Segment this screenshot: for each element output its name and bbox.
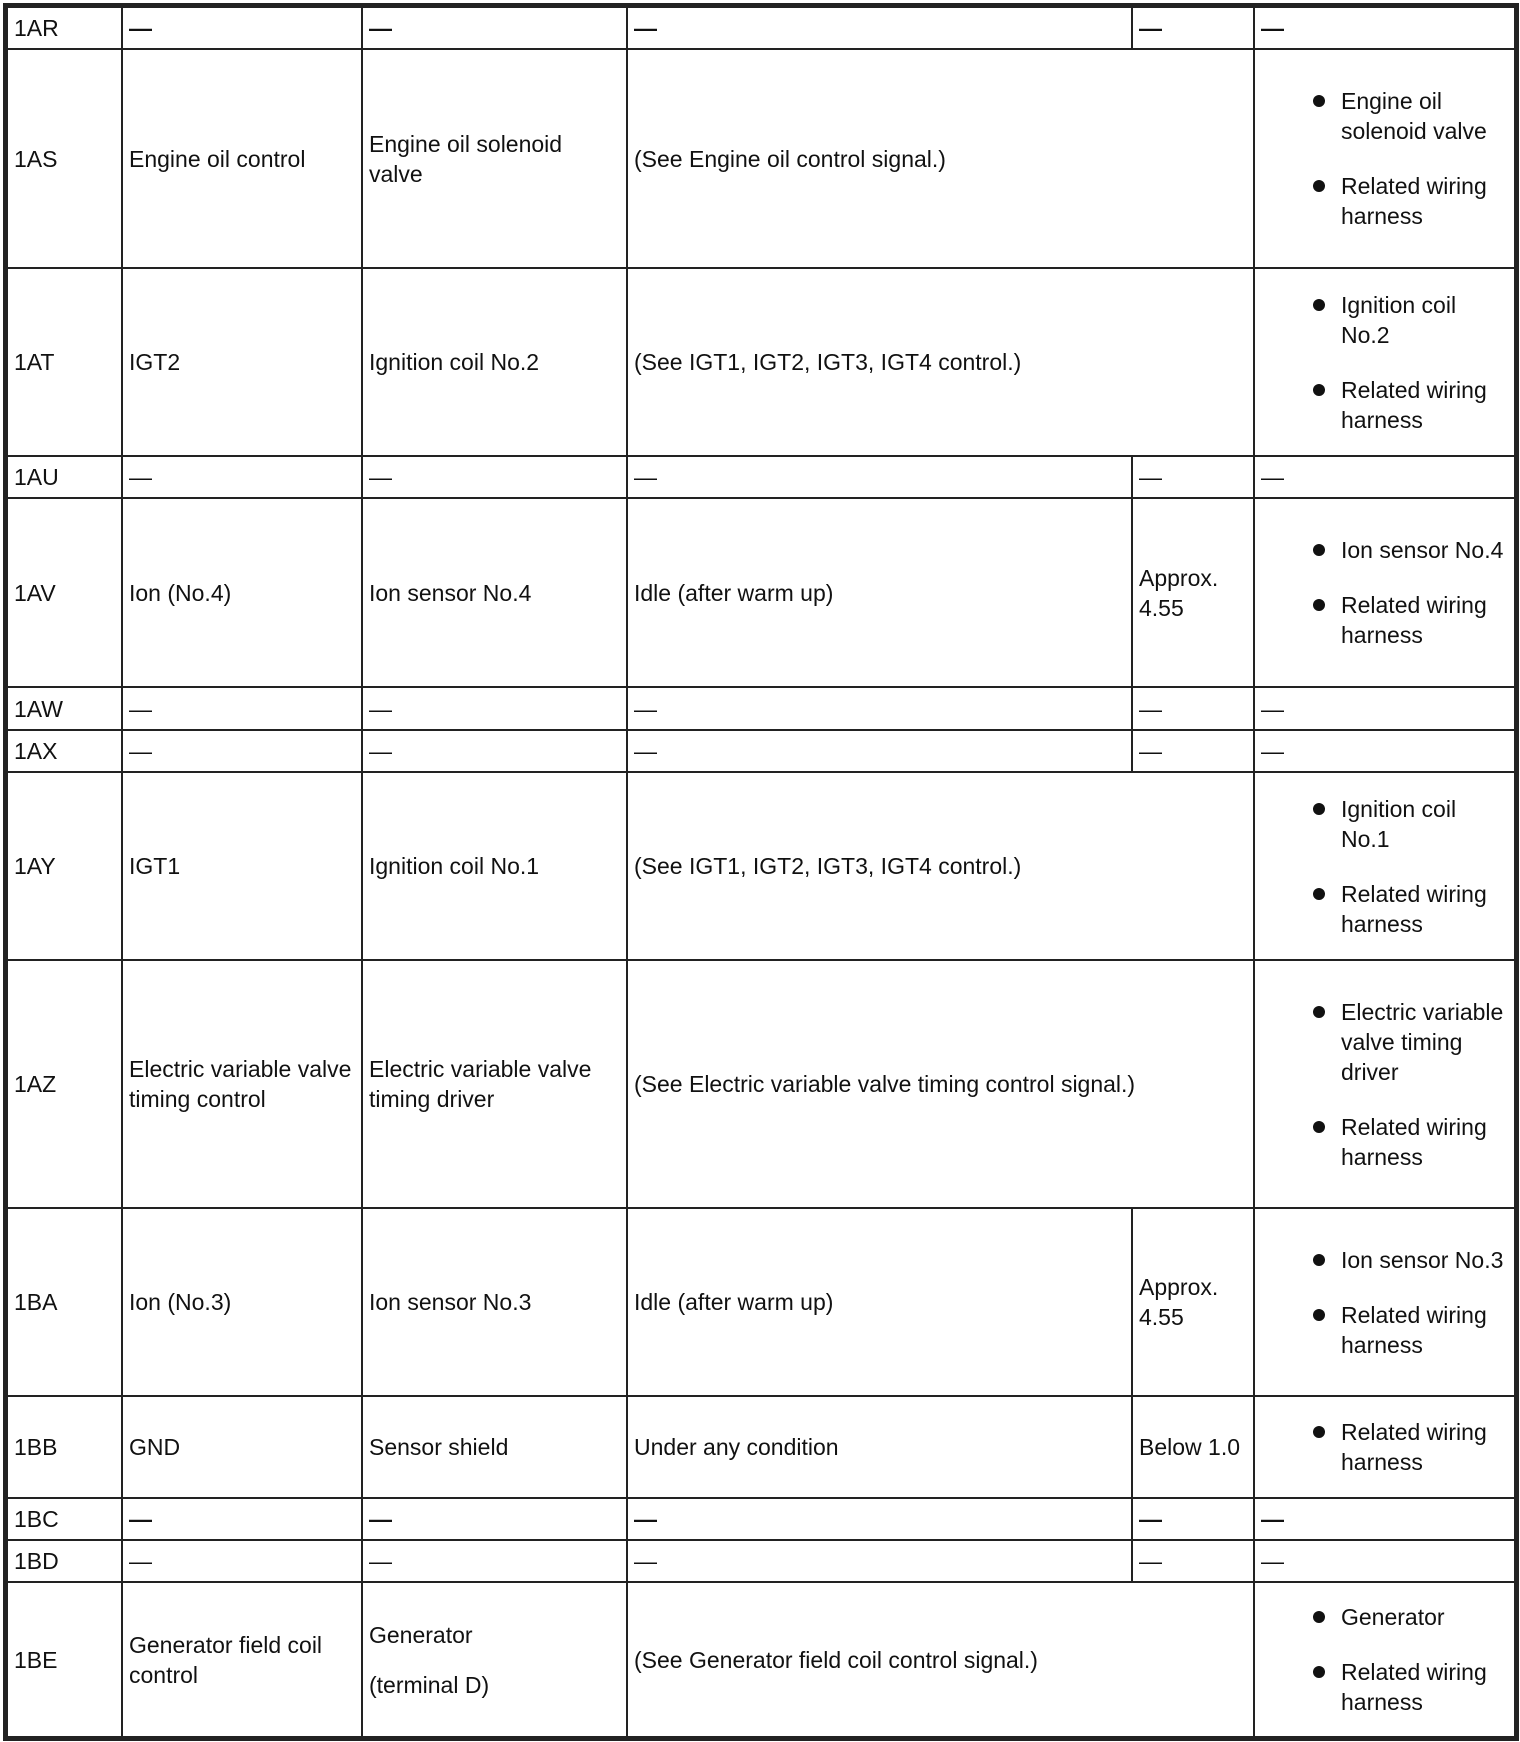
check-item: Related wiring harness: [1261, 590, 1508, 650]
spec-cell: —: [1132, 730, 1254, 772]
signal-cell: Ion (No.4): [122, 498, 362, 687]
terminal-cell: 1BA: [7, 1208, 122, 1396]
condition-cell: (See IGT1, IGT2, IGT3, IGT4 control.): [627, 268, 1254, 456]
spec-cell: Approx. 4.55: [1132, 1208, 1254, 1396]
signal-cell: —: [122, 730, 362, 772]
check-cell: [1254, 1396, 1515, 1498]
table-row: [7, 7, 1515, 49]
terminal-table: [6, 6, 1516, 1738]
check-item: Ion sensor No.4: [1261, 535, 1508, 565]
condition-cell: Under any condition: [627, 1396, 1132, 1498]
check-item: Related wiring harness: [1261, 879, 1508, 939]
check-cell: [1254, 1582, 1515, 1737]
terminal-cell: 1BD: [7, 1540, 122, 1582]
table-row: [7, 687, 1515, 730]
signal-cell: —: [122, 1540, 362, 1582]
check-item: Generator: [1261, 1602, 1508, 1632]
signal-cell: IGT1: [122, 772, 362, 960]
check-item: Ignition coil No.1: [1261, 794, 1508, 854]
terminal-cell: 1AR: [7, 7, 122, 49]
connected-to-cell: Ion sensor No.4: [362, 498, 627, 687]
terminal-cell: 1AZ: [7, 960, 122, 1208]
terminal-cell: 1AV: [7, 498, 122, 687]
terminal-cell: 1AW: [7, 687, 122, 730]
condition-cell: —: [627, 1498, 1132, 1540]
table-row: [7, 1498, 1515, 1540]
connected-to-cell: Engine oil solenoid valve: [362, 49, 627, 268]
check-cell: [1254, 1208, 1515, 1396]
check-item: Related wiring harness: [1261, 171, 1508, 231]
terminal-cell: 1AX: [7, 730, 122, 772]
condition-cell: (See Engine oil control signal.): [627, 49, 1254, 268]
table-row: [7, 1396, 1515, 1498]
connected-to-cell: —: [362, 687, 627, 730]
signal-cell: Generator field coil control: [122, 1582, 362, 1737]
check-item: Related wiring harness: [1261, 375, 1508, 435]
table-row: [7, 1582, 1515, 1737]
check-cell: —: [1254, 7, 1515, 49]
connected-to-line: (terminal D): [369, 1671, 490, 1698]
table-row: [7, 49, 1515, 268]
spec-cell: —: [1132, 1540, 1254, 1582]
condition-cell: —: [627, 687, 1132, 730]
table-row: [7, 456, 1515, 498]
connected-to-cell: —: [362, 730, 627, 772]
connected-to-cell: —: [362, 1540, 627, 1582]
table-row: [7, 1208, 1515, 1396]
check-cell: [1254, 960, 1515, 1208]
signal-cell: —: [122, 456, 362, 498]
check-cell: [1254, 772, 1515, 960]
table-row: [7, 960, 1515, 1208]
condition-cell: (See IGT1, IGT2, IGT3, IGT4 control.): [627, 772, 1254, 960]
spec-cell: —: [1132, 7, 1254, 49]
check-cell: [1254, 498, 1515, 687]
check-item: Related wiring harness: [1261, 1300, 1508, 1360]
signal-cell: —: [122, 7, 362, 49]
terminal-cell: 1AY: [7, 772, 122, 960]
terminal-cell: 1AT: [7, 268, 122, 456]
check-cell: —: [1254, 1498, 1515, 1540]
terminal-cell: 1AU: [7, 456, 122, 498]
condition-cell: —: [627, 7, 1132, 49]
terminal-cell: 1BC: [7, 1498, 122, 1540]
check-cell: —: [1254, 1540, 1515, 1582]
table-row: [7, 772, 1515, 960]
spec-cell: —: [1132, 1498, 1254, 1540]
condition-cell: —: [627, 1540, 1132, 1582]
signal-cell: GND: [122, 1396, 362, 1498]
check-cell: —: [1254, 456, 1515, 498]
check-item: Engine oil solenoid valve: [1261, 86, 1508, 146]
connected-to-cell: Ignition coil No.1: [362, 772, 627, 960]
condition-cell: Idle (after warm up): [627, 1208, 1132, 1396]
connected-to-cell: Electric variable valve timing driver: [362, 960, 627, 1208]
check-cell: [1254, 268, 1515, 456]
check-item: Ion sensor No.3: [1261, 1245, 1508, 1275]
spec-cell: Approx. 4.55: [1132, 498, 1254, 687]
signal-cell: Electric variable valve timing control: [122, 960, 362, 1208]
table-row: [7, 730, 1515, 772]
signal-cell: IGT2: [122, 268, 362, 456]
connected-to-cell: Sensor shield: [362, 1396, 627, 1498]
signal-cell: —: [122, 687, 362, 730]
check-item: Electric variable valve timing driver: [1261, 997, 1508, 1087]
connected-to-cell: —: [362, 1498, 627, 1540]
condition-cell: —: [627, 456, 1132, 498]
connected-to-cell: Ignition coil No.2: [362, 268, 627, 456]
check-item: Related wiring harness: [1261, 1657, 1508, 1717]
check-item: Related wiring harness: [1261, 1417, 1508, 1477]
condition-cell: (See Generator field coil control signal.): [627, 1582, 1254, 1737]
signal-cell: Ion (No.3): [122, 1208, 362, 1396]
spec-cell: —: [1132, 687, 1254, 730]
connected-to-line: Generator: [369, 1621, 473, 1648]
terminal-cell: 1AS: [7, 49, 122, 268]
connected-to-cell: [362, 1582, 627, 1737]
check-item: Ignition coil No.2: [1261, 290, 1508, 350]
condition-cell: —: [627, 730, 1132, 772]
condition-cell: Idle (after warm up): [627, 498, 1132, 687]
check-cell: —: [1254, 687, 1515, 730]
connected-to-cell: Ion sensor No.3: [362, 1208, 627, 1396]
spec-cell: —: [1132, 456, 1254, 498]
signal-cell: Engine oil control: [122, 49, 362, 268]
table-row: [7, 1540, 1515, 1582]
signal-cell: —: [122, 1498, 362, 1540]
condition-cell: (See Electric variable valve timing control signal.): [627, 960, 1254, 1208]
table-row: [7, 268, 1515, 456]
table-row: [7, 498, 1515, 687]
check-item: Related wiring harness: [1261, 1112, 1508, 1172]
terminal-cell: 1BB: [7, 1396, 122, 1498]
check-cell: —: [1254, 730, 1515, 772]
connected-to-cell: —: [362, 7, 627, 49]
terminal-cell: 1BE: [7, 1582, 122, 1737]
connected-to-cell: —: [362, 456, 627, 498]
spec-cell: Below 1.0: [1132, 1396, 1254, 1498]
check-cell: [1254, 49, 1515, 268]
